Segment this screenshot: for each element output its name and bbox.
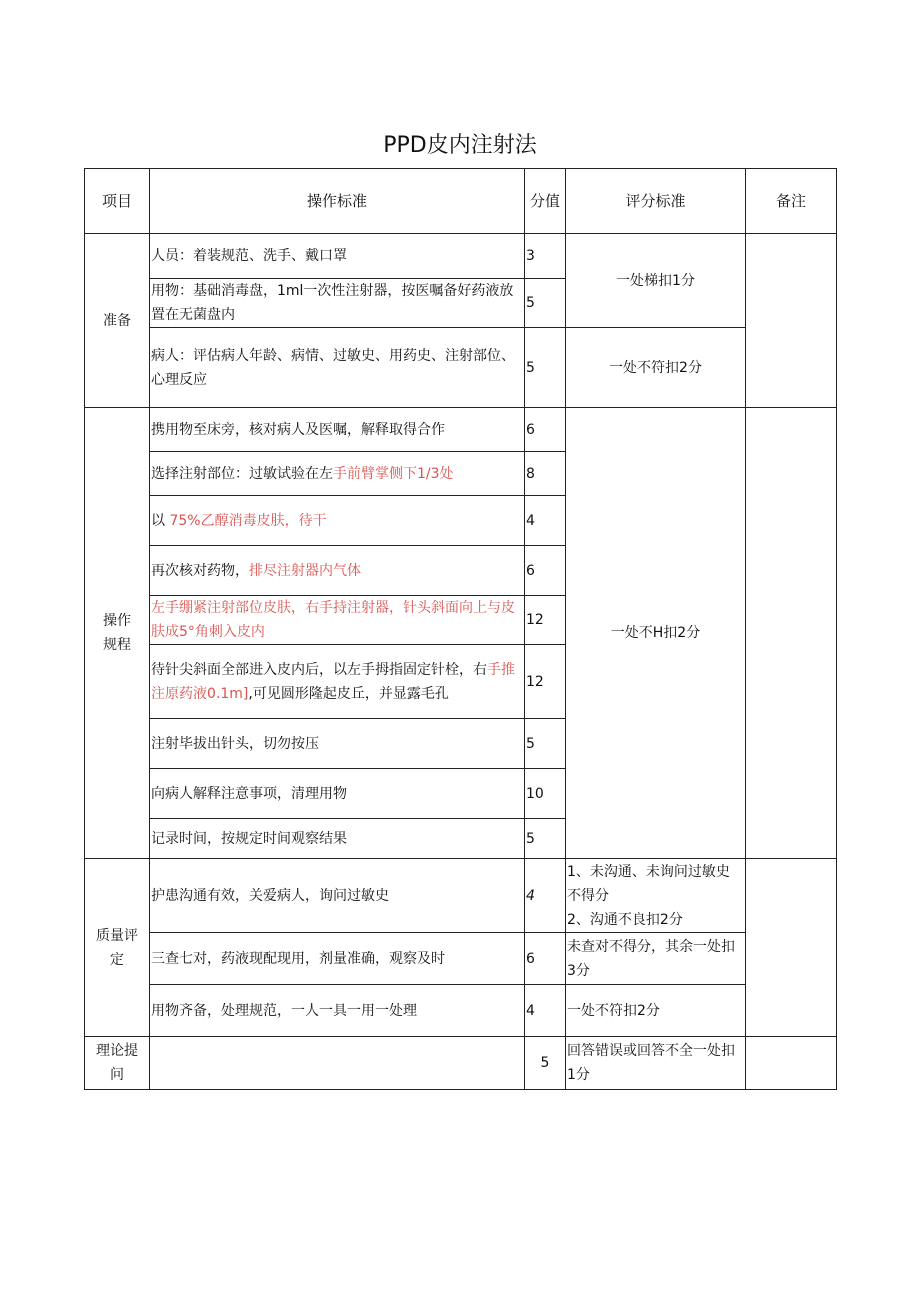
header-note: 备注	[746, 169, 837, 234]
score-cell: 10	[525, 769, 566, 819]
standard-cell: 病人：评估病人年龄、病情、过敏史、用药史、注射部位、心理反应	[150, 328, 525, 408]
standard-cell: 向病人解释注意事项，清理用物	[150, 769, 525, 819]
score-cell: 5	[525, 328, 566, 408]
standard-cell: 携用物至床旁，核对病人及医嘱，解释取得合作	[150, 408, 525, 452]
criteria-cell: 一处不符扣2分	[566, 328, 746, 408]
score-cell: 5	[525, 1037, 566, 1090]
score-cell: 5	[525, 279, 566, 328]
section-label: 规程	[103, 637, 131, 653]
criteria-cell: 回答错误或回答不全一处扣1分	[566, 1037, 746, 1090]
page-title: PPD皮内注射法	[383, 133, 537, 158]
table-row	[85, 933, 837, 985]
section-label: 问	[110, 1067, 124, 1083]
section-proc	[85, 408, 150, 859]
score-cell: 12	[525, 596, 566, 645]
criteria-text: 2、沟通不良扣2分	[567, 911, 683, 928]
section-label: 操作	[103, 613, 131, 629]
note-cell	[746, 1037, 837, 1090]
standard-cell	[150, 546, 525, 596]
standard-cell: 护患沟通有效，关爱病人，询问过敏史	[150, 859, 525, 933]
section-quality	[85, 859, 150, 1037]
section-label: 定	[110, 951, 124, 968]
standard-text: ,可见圆形隆起皮丘，并显露毛孔	[248, 685, 449, 702]
standard-text: 选择注射部位：过敏试验在左	[151, 465, 333, 482]
criteria-cell	[566, 859, 746, 933]
standard-cell: 用物齐备，处理规范，一人一具一用一处理	[150, 985, 525, 1037]
standard-cell: 三查七对，药液现配现用，剂量准确，观察及时	[150, 933, 525, 985]
score-cell: 3	[525, 234, 566, 279]
criteria-cell: 一处不符扣2分	[566, 985, 746, 1037]
standard-cell: 左手绷紧注射部位皮肤，右手持注射器，针头斜面向上与皮肤成5°角刺入皮内	[150, 596, 525, 645]
header-score: 分值	[525, 169, 566, 234]
section-label: 质量评	[96, 927, 138, 944]
standard-cell: 人员：着装规范、洗手、戴口罩	[150, 234, 525, 279]
standard-cell	[150, 496, 525, 546]
table-row	[85, 408, 837, 452]
table-row	[85, 859, 837, 933]
standard-cell: 用物：基础消毒盘，1ml一次性注射器，按医嘱备好药液放置在无菌盘内	[150, 279, 525, 328]
standard-text-highlight: 手前臂掌侧下1/3处	[333, 465, 454, 482]
standard-text-highlight: 75%乙醇消毒皮肤，待干	[169, 512, 327, 529]
standard-text-highlight: 排尽注射器内气体	[249, 562, 361, 579]
note-cell	[746, 234, 837, 408]
criteria-cell: 一处梯扣1分	[566, 234, 746, 328]
score-cell: 6	[525, 546, 566, 596]
section-prep: 准备	[85, 234, 150, 408]
note-cell	[746, 859, 837, 1037]
score-cell: 8	[525, 452, 566, 496]
standard-text-highlight: 手推注原药液0.1m]	[151, 661, 515, 702]
standard-text: 以	[151, 512, 165, 529]
table-row	[85, 1037, 837, 1090]
header-standard: 操作标准	[150, 169, 525, 234]
score-cell: 6	[525, 933, 566, 985]
score-cell: 4	[525, 985, 566, 1037]
section-theory	[85, 1037, 150, 1090]
note-cell	[746, 408, 837, 859]
header-criteria: 评分标准	[566, 169, 746, 234]
standard-cell	[150, 452, 525, 496]
criteria-cell: 一处不H扣2分	[566, 408, 746, 859]
standard-cell: 记录时间，按规定时间观察结果	[150, 819, 525, 859]
standard-text: 待针尖斜面全部进入皮内后，以左手拇指固定针栓，右	[151, 661, 487, 678]
table-row	[85, 234, 837, 279]
table-row	[85, 328, 837, 408]
score-cell: 5	[525, 719, 566, 769]
standard-cell: 注射毕拔出针头，切勿按压	[150, 719, 525, 769]
table-row	[85, 985, 837, 1037]
standard-cell	[150, 1037, 525, 1090]
score-cell: 4	[525, 859, 566, 933]
scoring-table	[84, 168, 837, 1090]
standard-text: 再次核对药物，	[151, 562, 249, 579]
score-cell: 4	[525, 496, 566, 546]
score-cell: 6	[525, 408, 566, 452]
header-item: 项目	[85, 169, 150, 234]
header-row	[85, 169, 837, 234]
section-label: 理论提	[96, 1043, 138, 1059]
score-cell: 12	[525, 645, 566, 719]
criteria-text: 1、未沟通、未询问过敏史不得分	[567, 863, 730, 904]
score-cell: 5	[525, 819, 566, 859]
standard-cell	[150, 645, 525, 719]
criteria-cell: 未查对不得分，其余一处扣3分	[566, 933, 746, 985]
